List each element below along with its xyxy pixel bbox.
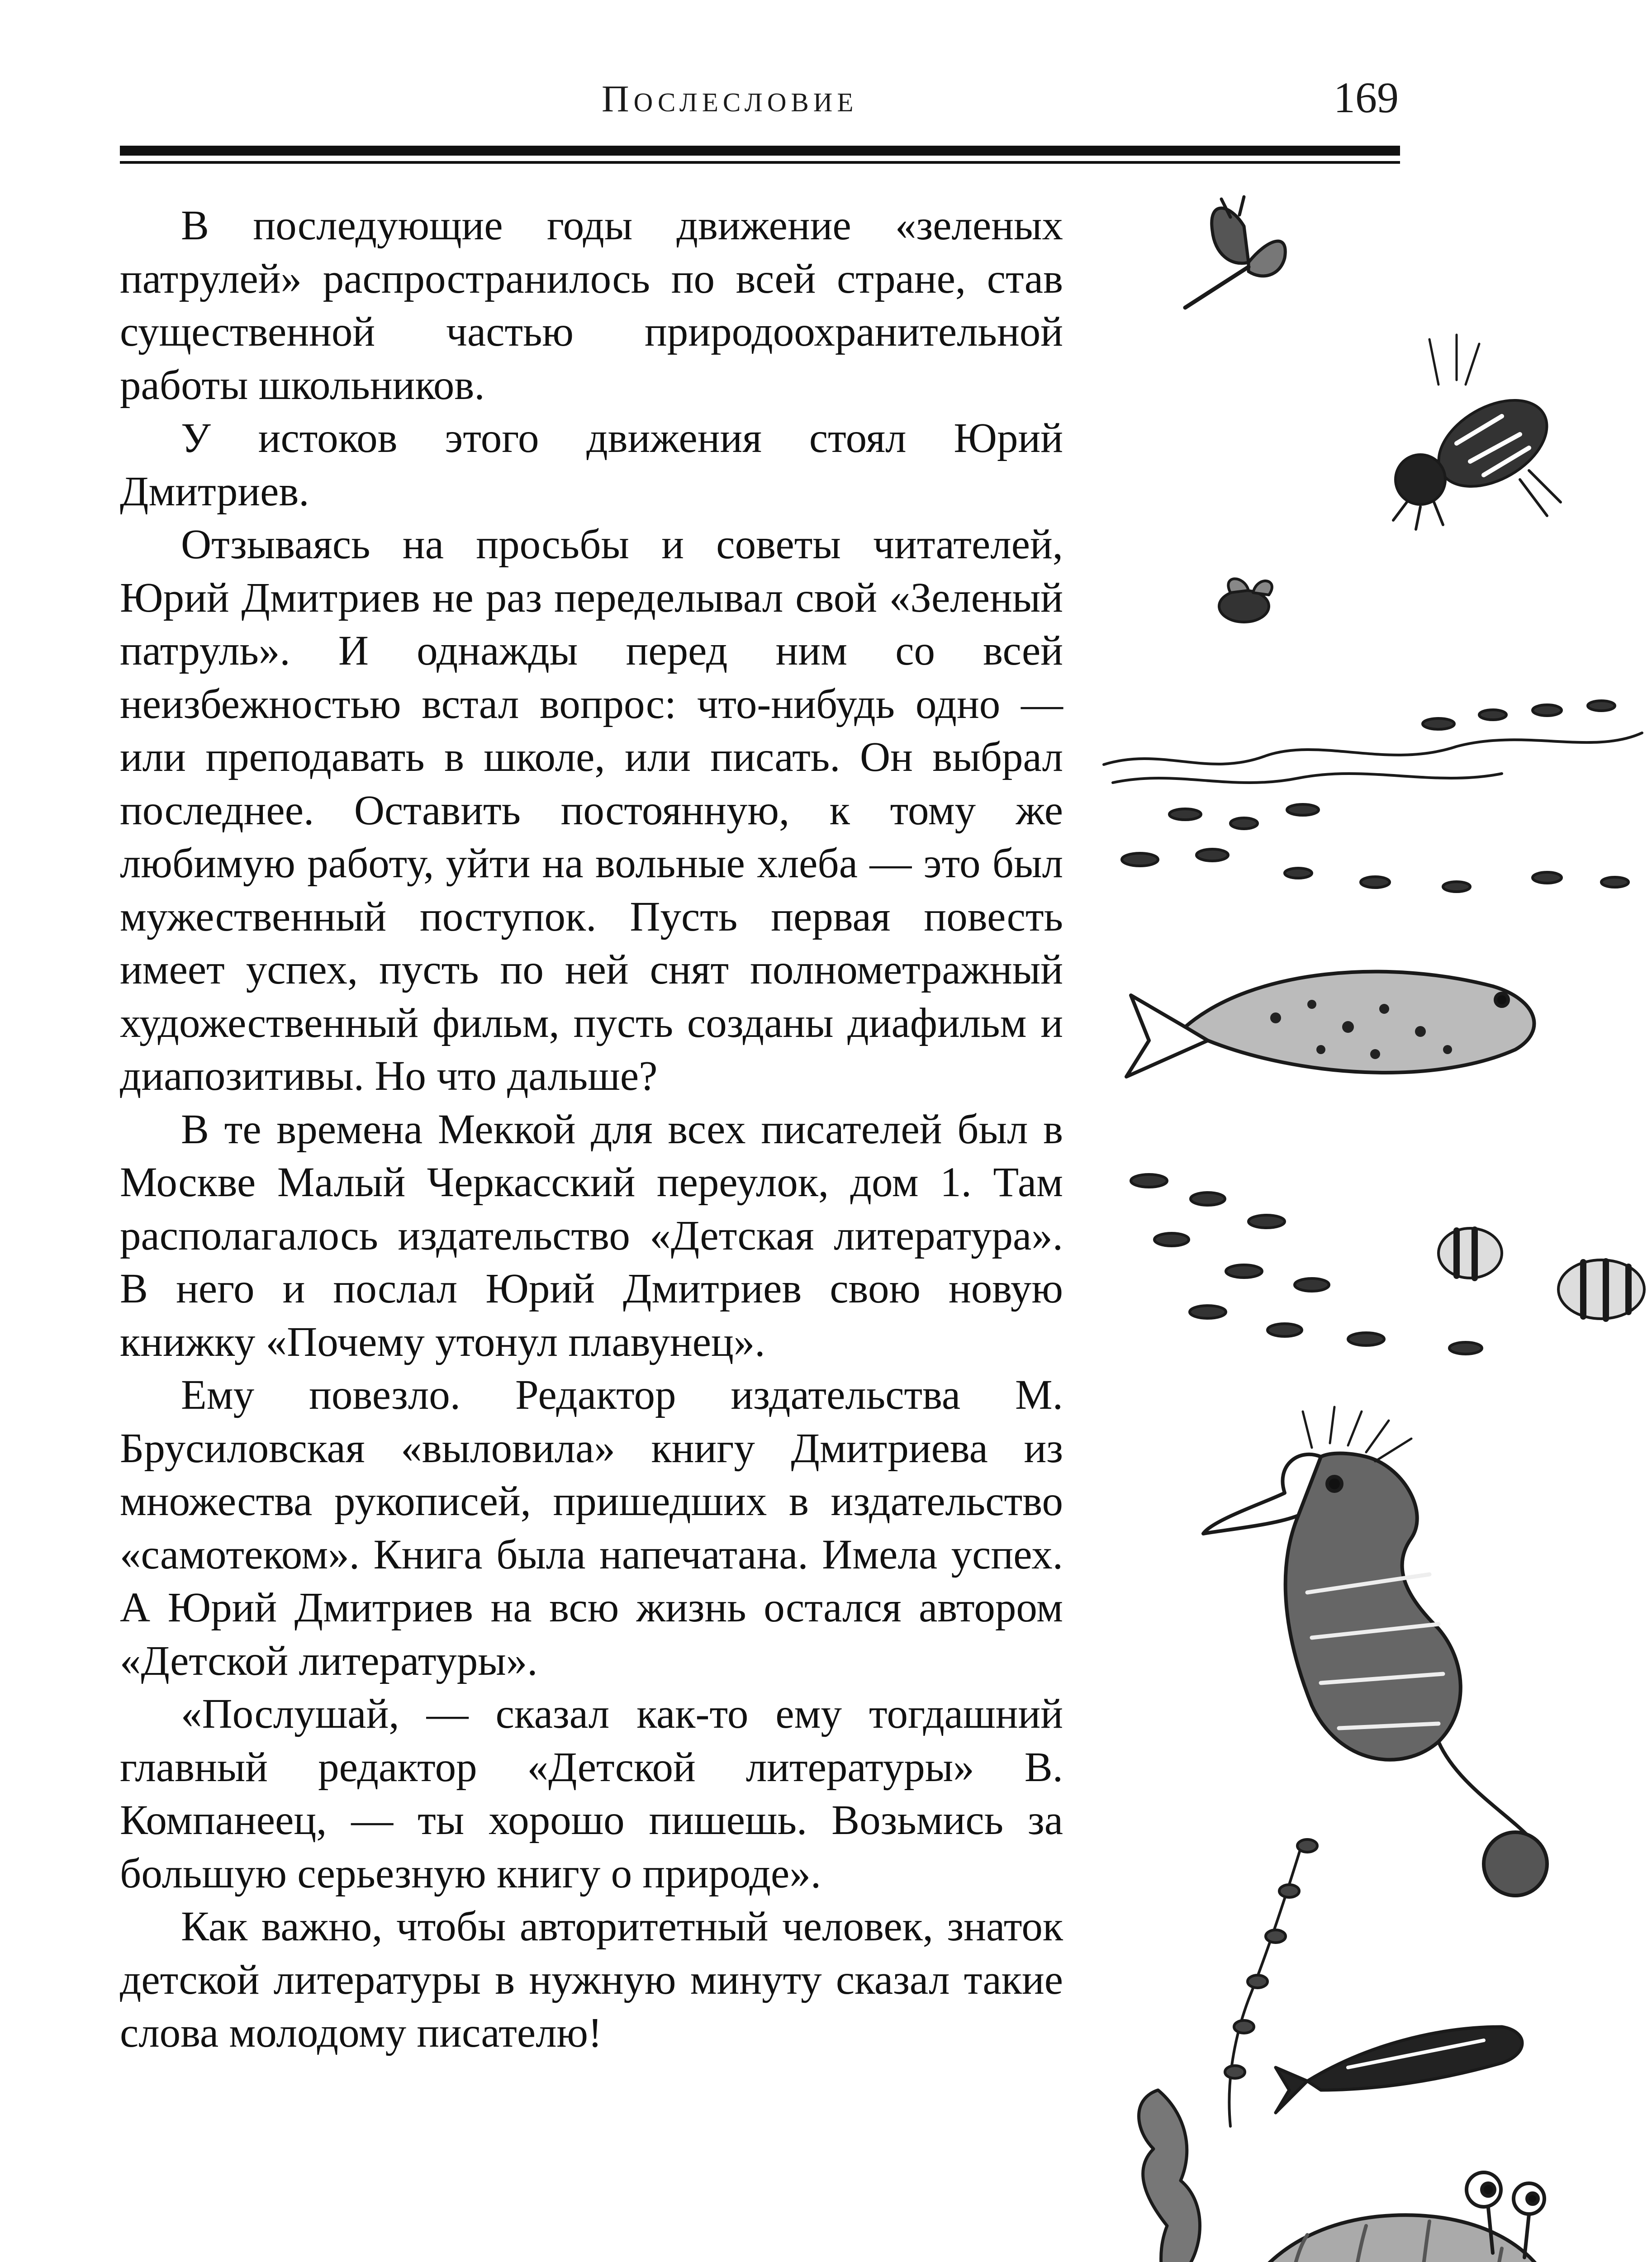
header-rule-thick bbox=[120, 146, 1400, 156]
body-text bbox=[120, 199, 1063, 2060]
fly-icon bbox=[1219, 579, 1272, 622]
seaweed-icon bbox=[1139, 2090, 1206, 2262]
fish-school-icon bbox=[1104, 701, 1642, 892]
paragraph-4: В те времена Меккой для всех писателей был в Москве Малый Черкасский переулок, дом 1. Там располагалось издательство «Детская литература». В него и послал Юрий Дмитриев свою новую книжку «Почему утонул плавунец». bbox=[120, 1106, 1063, 1365]
butterfly-icon bbox=[1185, 197, 1285, 308]
page-number: 169 bbox=[1334, 73, 1399, 122]
paragraph-7: Как важно, чтобы авторитетный человек, знаток детской литературы в нужную минуту сказал такие слова молодому писателю! bbox=[120, 1903, 1063, 2056]
header-rule-thin bbox=[120, 161, 1400, 164]
running-header-title: Послесловие bbox=[602, 78, 858, 120]
seahorse-icon bbox=[1203, 1407, 1547, 1896]
paragraph-5: Ему повезло. Редактор издательства М. Брусиловская «выловила» книгу Дмитриева из множества рукописей, пришедших в издательство «самотеком». Книга была напечатана. Имела успех. А Юрий Дмитриев на всю жизнь остался автором «Детской литературы». bbox=[120, 1372, 1063, 1684]
trout-icon bbox=[1126, 972, 1534, 1077]
paragraph-2: У истоков этого движения стоял Юрий Дмитриев. bbox=[120, 415, 1063, 515]
paragraph-3: Отзываясь на просьбы и советы читателей, Юрий Дмитриев не раз переделывал свой «Зеленый патруль». И однажды перед ним со всей неизбежностью встал вопрос: что-нибудь одно — или преподавать в школе, или писать. Он выбрал последнее. Оставить постоянную, к тому же любимую работу, уйти на вольные хлеба — это был мужественный поступок. Пусть первая повесть имеет успех, пусть по ней снят полнометражный художественный фильм, пусть созданы диафильм и диапозитивы. Но что дальше? bbox=[120, 521, 1063, 1099]
bee-icon bbox=[1393, 335, 1562, 529]
fish-icon bbox=[1276, 2027, 1522, 2113]
paragraph-6: «Послушай, — сказал как-то ему тогдашний главный редактор «Детской литературы» В. Компанеец, — ты хорошо пишешь. Возьмись за большую серьезную книгу о природе». bbox=[120, 1691, 1063, 1897]
paragraph-1: В последующие годы движение «зеленых патрулей» распространилось по всей стране, став существенной частью природоохранительной работы школьников. bbox=[120, 202, 1063, 409]
hermit-crab-shell-icon bbox=[1149, 2172, 1560, 2262]
margin-illustration bbox=[1095, 190, 1652, 2262]
small-fish-icon bbox=[1131, 1174, 1644, 1354]
